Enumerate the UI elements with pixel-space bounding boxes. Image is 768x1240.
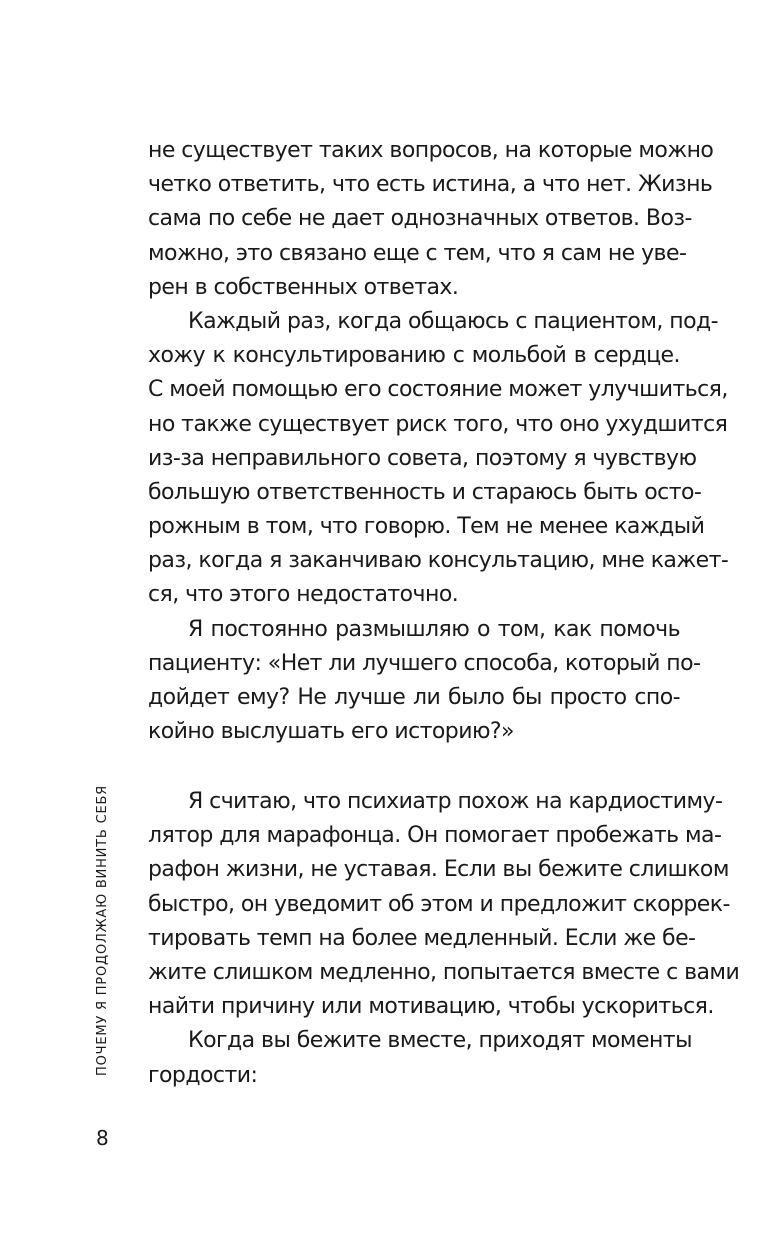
text-line: дойдет ему? Не лучше ли было бы просто спо- — [148, 685, 680, 710]
text-block-2 — [148, 785, 740, 1093]
page-number: 8 — [96, 1126, 109, 1150]
text-line: найти причину или мотивацию, чтобы ускориться. — [148, 994, 714, 1020]
text-line: большую ответственность и стараюсь быть осто- — [148, 479, 702, 505]
text-line: раз, когда я заканчиваю консультацию, мне кажет- — [148, 548, 729, 574]
text-line: рафон жизни, не уставая. Если вы бежите слишком — [148, 857, 729, 883]
text-line: С моей помощью его состояние может улучшиться, — [148, 377, 728, 403]
text-line: гордости: — [148, 1062, 258, 1088]
text-line: быстро, он уведомит об этом и предложит скоррек- — [148, 891, 730, 917]
text-block-1 — [148, 134, 729, 749]
paragraph-first-line: Когда вы бежите вместе, приходят моменты — [188, 1028, 692, 1054]
paragraph-first-line: Каждый раз, когда общаюсь с пациентом, под- — [188, 308, 719, 334]
running-head: ПОЧЕМУ Я ПРОДОЛЖАЮ ВИНИТЬ СЕБЯ — [95, 784, 110, 1076]
text-line: из-за неправильного совета, поэтому я чувствую — [148, 445, 697, 471]
text-line: рожным в том, что говорю. Тем не менее каждый — [148, 514, 705, 540]
text-line: койно выслушать его историю?» — [148, 719, 514, 745]
text-line: сама по себе не дает однозначных ответов. Воз- — [148, 206, 692, 232]
text-line: лятор для марафонца. Он помогает пробежать ма- — [148, 823, 722, 849]
text-line: четко ответить, что есть истина, а что нет. Жизнь — [148, 172, 713, 198]
text-line: не существует таких вопросов, на которые можно — [148, 138, 714, 163]
paragraph-first-line: Я считаю, что психиатр похож на кардиостиму- — [188, 789, 723, 814]
paragraph-first-line: Я постоянно размышляю о том, как помочь — [188, 616, 680, 642]
text-line: рен в собственных ответах. — [148, 274, 459, 300]
text-line: но также существует риск того, что оно ухудшится — [148, 411, 728, 437]
text-line: пациенту: «Нет ли лучшего способа, который по- — [148, 650, 701, 676]
text-line: хожу к консультированию с мольбой в сердце. — [148, 343, 680, 369]
text-line: можно, это связано еще с тем, что я сам не уве- — [148, 240, 687, 266]
text-line: жите слишком медленно, попытается вместе с вами — [148, 959, 740, 985]
text-line: тировать темп на более медленный. Если же бе- — [148, 925, 696, 951]
text-line: ся, что этого недостаточно. — [148, 582, 459, 608]
